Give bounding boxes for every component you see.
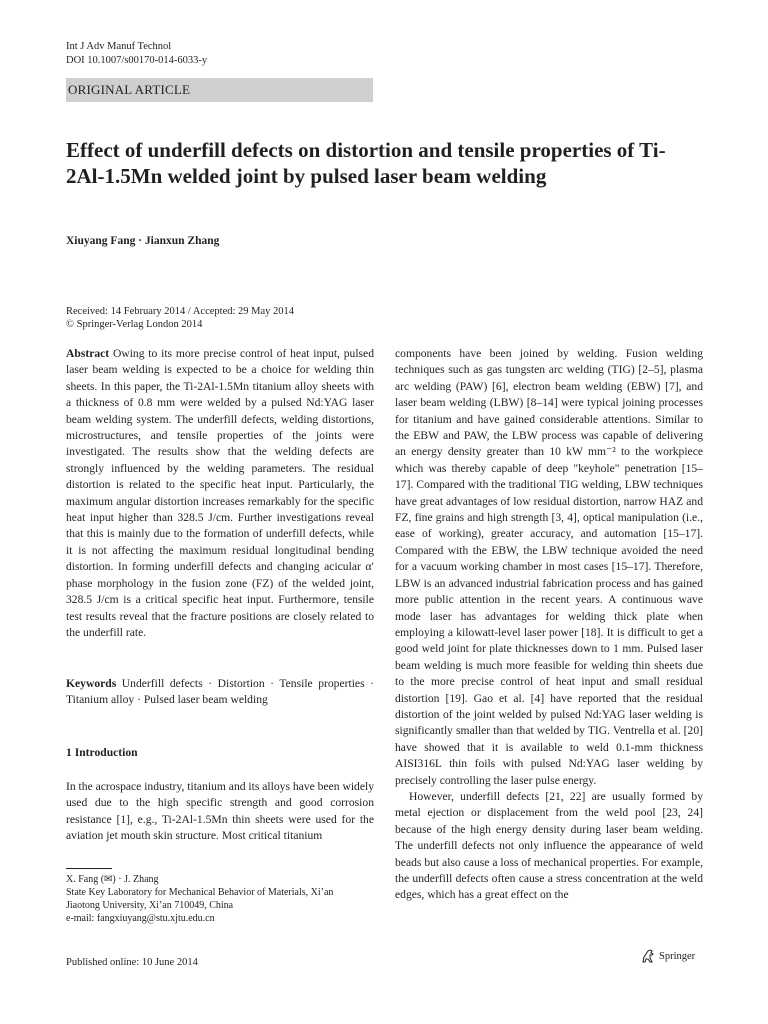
springer-horse-icon [640,948,656,964]
article-type-banner: ORIGINAL ARTICLE [66,78,373,102]
copyright-notice: © Springer-Verlag London 2014 [66,319,203,330]
keywords-label: Keywords [66,677,117,690]
publisher-name: Springer [659,950,696,962]
intro-paragraph-2: However, underfill defects [21, 22] are usually formed by metal ejection or displacement from the weld pool [23, 24] because of the high energy density during laser beam welding. The underfill defects not only influence the appearance of weld beads but also cause a loss of mechanical properties. For example, the underfill defects often cause a stress concentration at the weld edges, which has a great effect on the [395,789,703,902]
introduction-right-column [395,346,703,904]
journal-header [66,40,207,68]
keywords [66,676,374,709]
introduction-left-column [66,779,374,845]
published-online-date: Published online: 10 June 2014 [66,957,198,968]
intro-paragraph-1-cont: components have been joined by welding. Fusion welding techniques such as gas tungsten arc welding (TIG) [2–5], plasma arc welding (PAW) [6], electron beam welding (EBW) [7], and laser beam welding (LBW) [8–14] were typical joining processes for titanium and have gained considerable attentions. Similar to the EBW and PAW, the LBW process was capable of delivering an energy density greater than 10 kW mm⁻² to the workpiece which was thereby capable of deep "keyhole" penetration [15–17]. Compared with the traditional TIG welding, LBW techniques have great advantages of low residual distortion, narrow HAZ and FZ, fine grains and high strength [3, 4], optical manipulation (i.e., ease of working), greater accuracy, and automation [15–17]. Compared with the EBW, the LBW technique avoided the need for a vacuum working chamber in most cases [15–17]. Therefore, LBW is an advanced industrial fabrication process and has gained more public attention in the recent years. A continuous wave mode laser has advantages for welding thick plate when employing a kilowatt-level laser power [18]. It is difficult to get a good weld joint for plate thicknesses down to 1 mm. Pulsed laser beam welding is much more feasible for welding thin sheets due to the more precise control of heat input and small residual distortion [19]. Gao et al. [4] have reported that the residual distortion of the joint welded by pulsed Nd:YAG laser welding is significantly smaller than that welded by TIG. Ventrella et al. [20] have showed that it is available to weld 0.1-mm thickness AISI316L thin foils with pulsed Nd:YAG laser welding by precisely controlling the laser pulse energy. [395,347,703,787]
footnote-affiliation: State Key Laboratory for Mechanical Behavior of Materials, Xi’an Jiaotong University, Xi’an 710049, China [66,887,334,911]
section-heading-introduction: 1 Introduction [66,746,138,759]
abstract [66,346,374,641]
received-accepted-dates: Received: 14 February 2014 / Accepted: 29 May 2014 [66,306,295,317]
abstract-text: Owing to its more precise control of heat input, pulsed laser beam welding is expected to be a choice for welding thin sheets. In this paper, the Ti-2Al-1.5Mn titanium alloy sheets with a thickness of 0.8 mm were welded by a pulsed Nd:YAG laser beam welding system. The underfill defects, welding distortions, microstructures, and tensile properties of the joints were investigated. The results show that the welding defects are strongly influenced by the welding parameters. The residual distortion is related to the specific heat input. Particularly, the maximum angular distortion increases remarkably for the specific heat input higher than 328.5 J/cm. Further investigations reveal that this is mainly due to the formation of underfill defects, while it is not affecting the maximum residual longitudinal bending distortion. In forming underfill defects and changing acicular α′ phase morphology in the fusion zone (FZ) of the welded joint, 328.5 J/cm is a critical specific heat input. Furthermore, tensile test results reveal that the fracture positions are closely related to the underfill rate. [66,347,375,639]
footnote-authors: X. Fang (✉) · J. Zhang [66,874,159,885]
journal-name: Int J Adv Manuf Technol [66,41,172,52]
keywords-text: Underfill defects · Distortion · Tensile properties · Titanium alloy · Pulsed laser beam welding [66,677,374,707]
article-dates [66,305,294,331]
author-footnote [66,873,366,925]
footnote-email[interactable]: e-mail: fangxiuyang@stu.xjtu.edu.cn [66,913,215,924]
publisher-mark [640,948,695,964]
abstract-label: Abstract [66,347,110,360]
intro-paragraph-1: In the acrospace industry, titanium and its alloys have been widely used due to the high specific strength and good corrosion resistance [1], e.g., Ti-2Al-1.5Mn thin sheets were used for the aviation jet mouth skin structure. Most critical titanium [66,780,375,843]
doi[interactable]: DOI 10.1007/s00170-014-6033-y [66,55,208,66]
article-title: Effect of underfill defects on distortion and tensile properties of Ti-2Al-1.5Mn welded joint by pulsed laser beam welding [66,138,666,188]
footnote-divider [66,868,112,869]
author-list: Xiuyang Fang · Jianxun Zhang [66,235,220,247]
